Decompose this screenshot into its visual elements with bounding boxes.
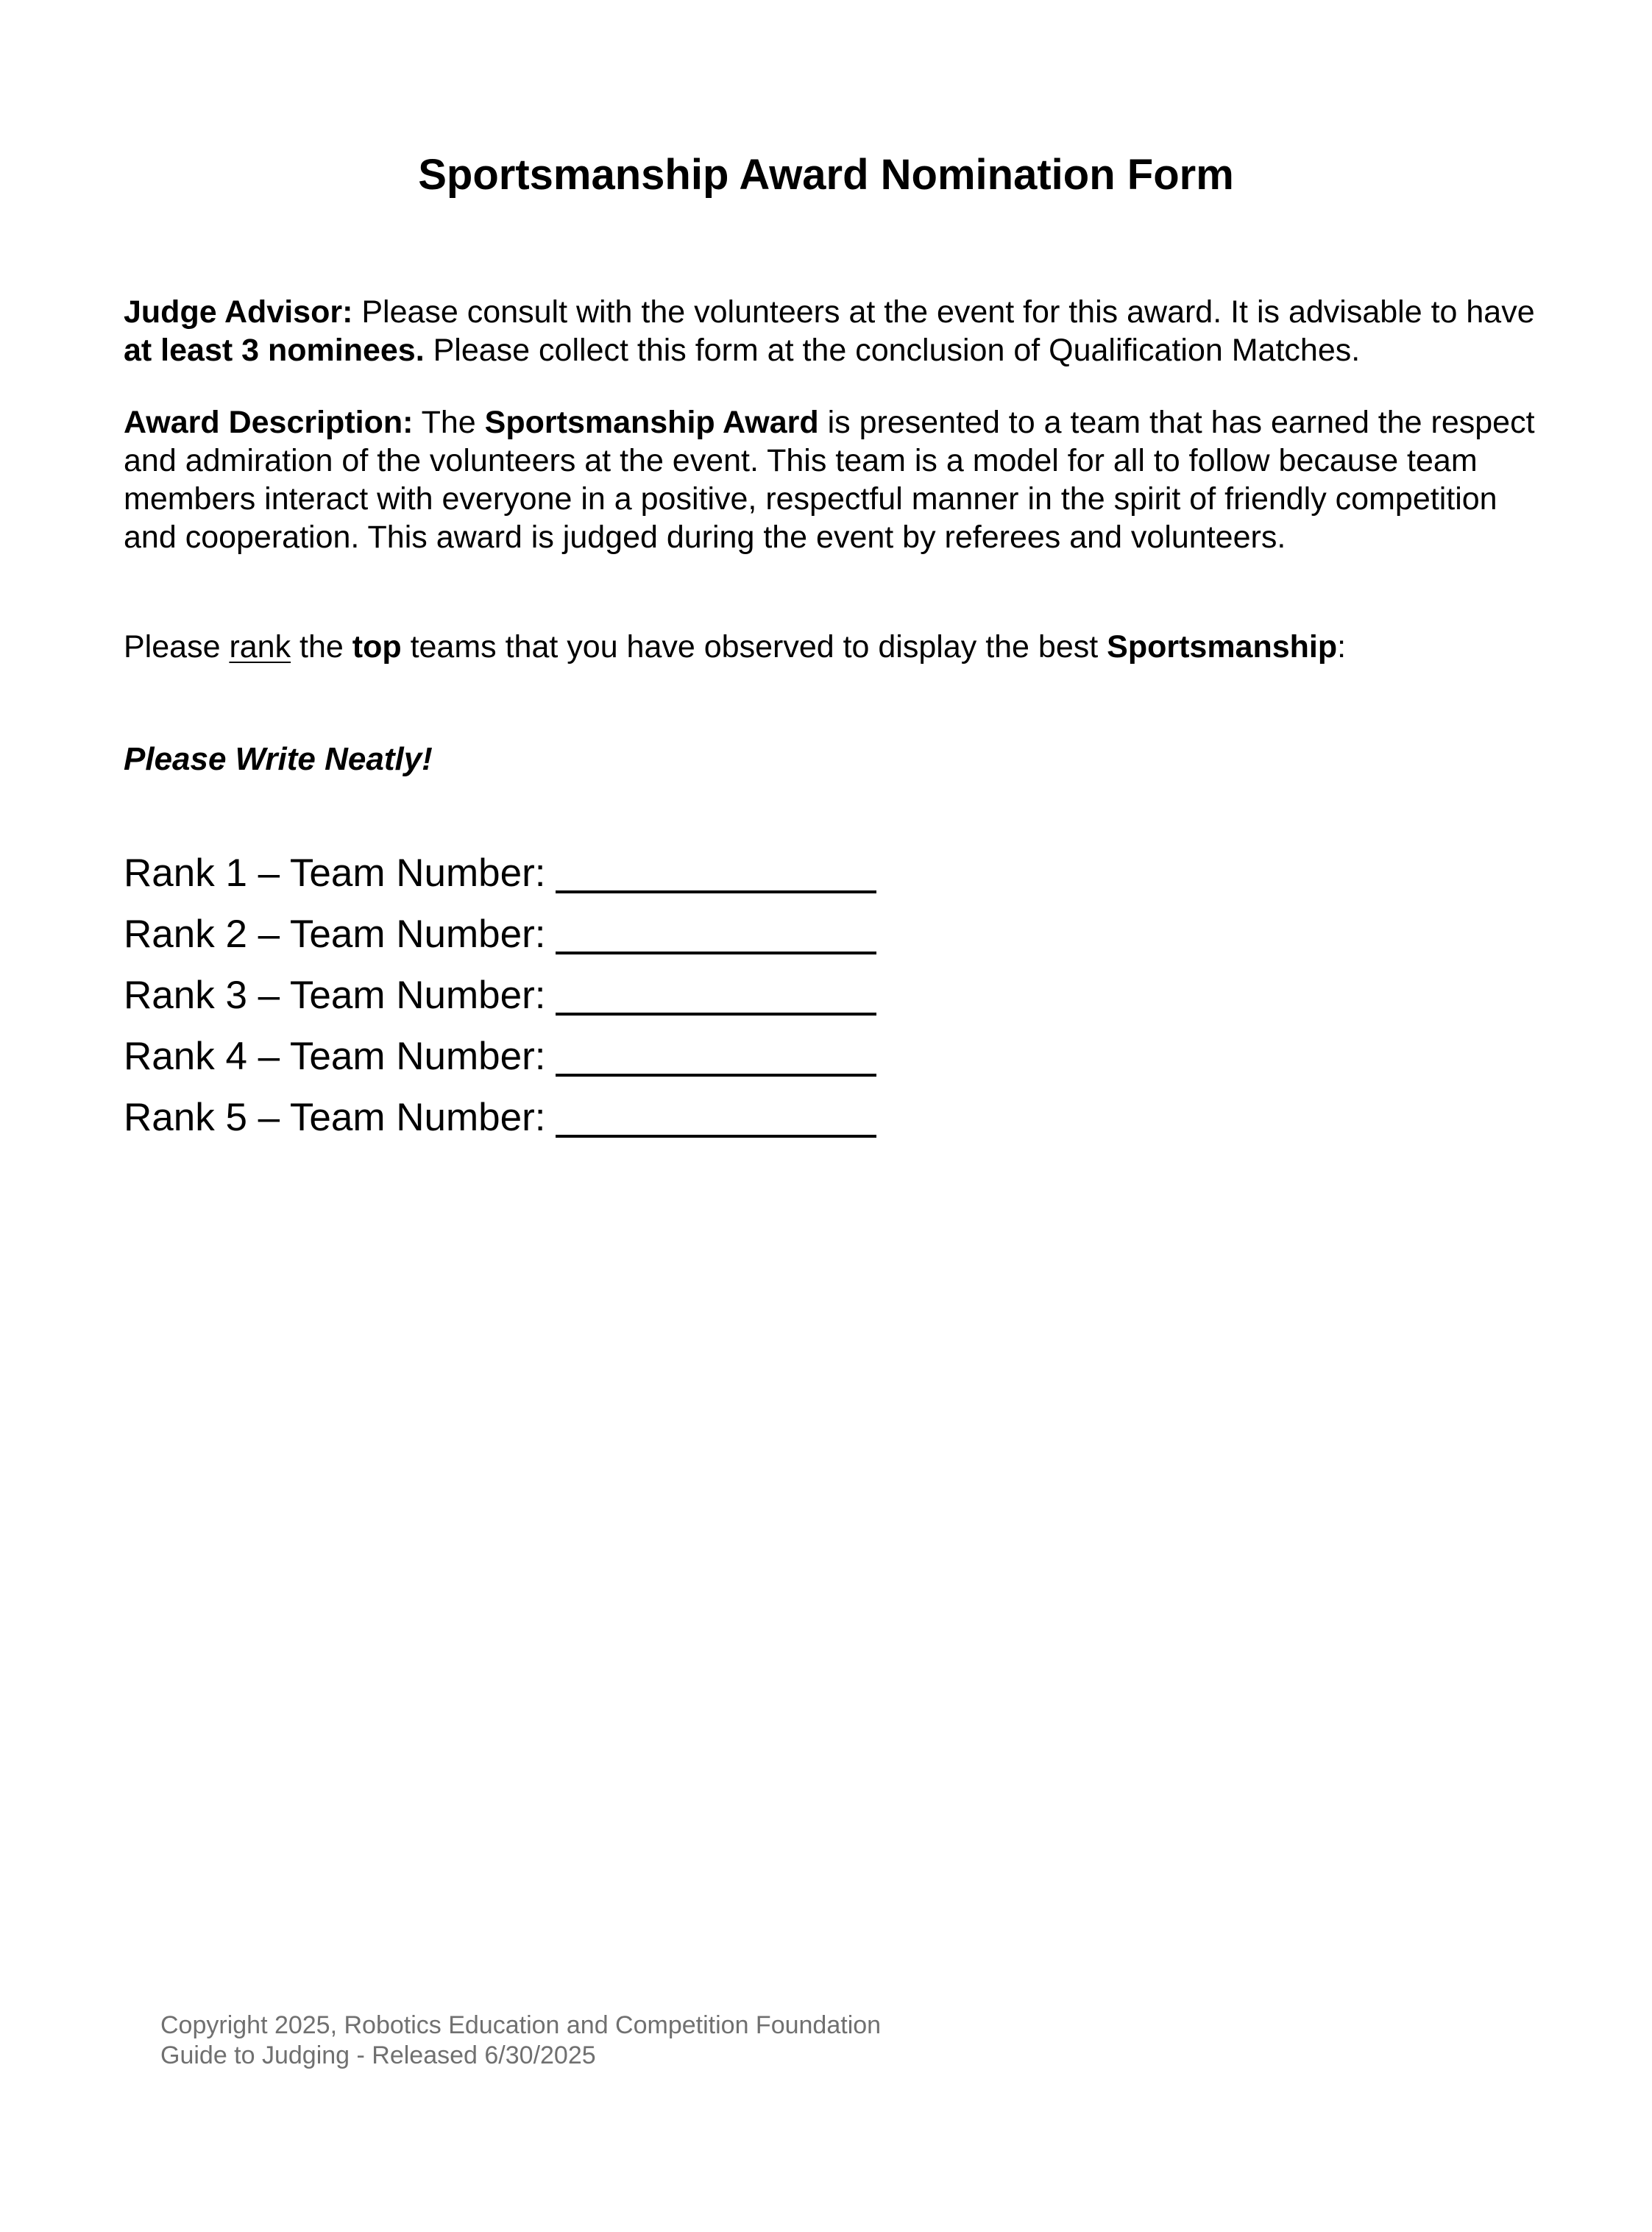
team-number-blank-5[interactable] [556, 1135, 876, 1138]
team-number-blank-2[interactable] [556, 952, 876, 954]
top-word: top [352, 629, 402, 665]
ranking-text-4: : [1337, 629, 1347, 665]
rank-row-2 [124, 904, 876, 965]
ranking-text-2: the [291, 629, 352, 665]
rank-row-3 [124, 965, 876, 1026]
rank-word: rank [229, 629, 291, 665]
award-description-text-1: The [413, 405, 485, 440]
page-title: Sportsmanship Award Nomination Form [418, 151, 1234, 199]
award-description-label: Award Description: [124, 405, 414, 440]
nominee-minimum-emphasis: at least 3 nominees. [124, 333, 425, 368]
ranking-text-1: Please [124, 629, 230, 665]
ranking-text-3: teams that you have observed to display the best [401, 629, 1107, 665]
rank-row-4 [124, 1026, 876, 1087]
write-neatly-note: Please Write Neatly! [124, 741, 433, 777]
team-number-blank-3[interactable] [556, 1013, 876, 1016]
rank-label-1: Rank 1 – Team Number: [124, 851, 546, 895]
judge-advisor-text-2: Please collect this form at the conclusion of Qualification Matches. [424, 333, 1361, 368]
release-line: Guide to Judging - Released 6/30/2025 [160, 2041, 596, 2069]
rank-row-1 [124, 843, 876, 904]
award-description-text-2: is presented to a team that has earned the respect and admiration of the volunteers at the event. This team is a model for all to follow because team members interact with everyone in a positive, respectful manner in the spirit of friendly competition and cooperation. This award is judged during the event by referees and volunteers. [124, 405, 1535, 555]
rank-label-4: Rank 4 – Team Number: [124, 1035, 546, 1078]
award-name: Sportsmanship Award [484, 405, 819, 440]
ranking-instruction [124, 628, 1536, 666]
rank-row-5 [124, 1087, 876, 1148]
judge-advisor-label: Judge Advisor: [124, 294, 353, 330]
copyright-line: Copyright 2025, Robotics Education and Competition Foundation [160, 2011, 882, 2039]
sportsmanship-word: Sportsmanship [1107, 629, 1338, 665]
judge-advisor-paragraph [124, 293, 1536, 369]
rank-list [124, 843, 876, 1148]
team-number-blank-4[interactable] [556, 1074, 876, 1077]
award-description-paragraph [124, 403, 1536, 556]
rank-label-2: Rank 2 – Team Number: [124, 913, 546, 956]
rank-label-5: Rank 5 – Team Number: [124, 1096, 546, 1139]
judge-advisor-text-1: Please consult with the volunteers at the event for this award. It is advisable to have [352, 294, 1535, 330]
page-footer [160, 2010, 881, 2071]
team-number-blank-1[interactable] [556, 890, 876, 893]
rank-label-3: Rank 3 – Team Number: [124, 974, 546, 1017]
